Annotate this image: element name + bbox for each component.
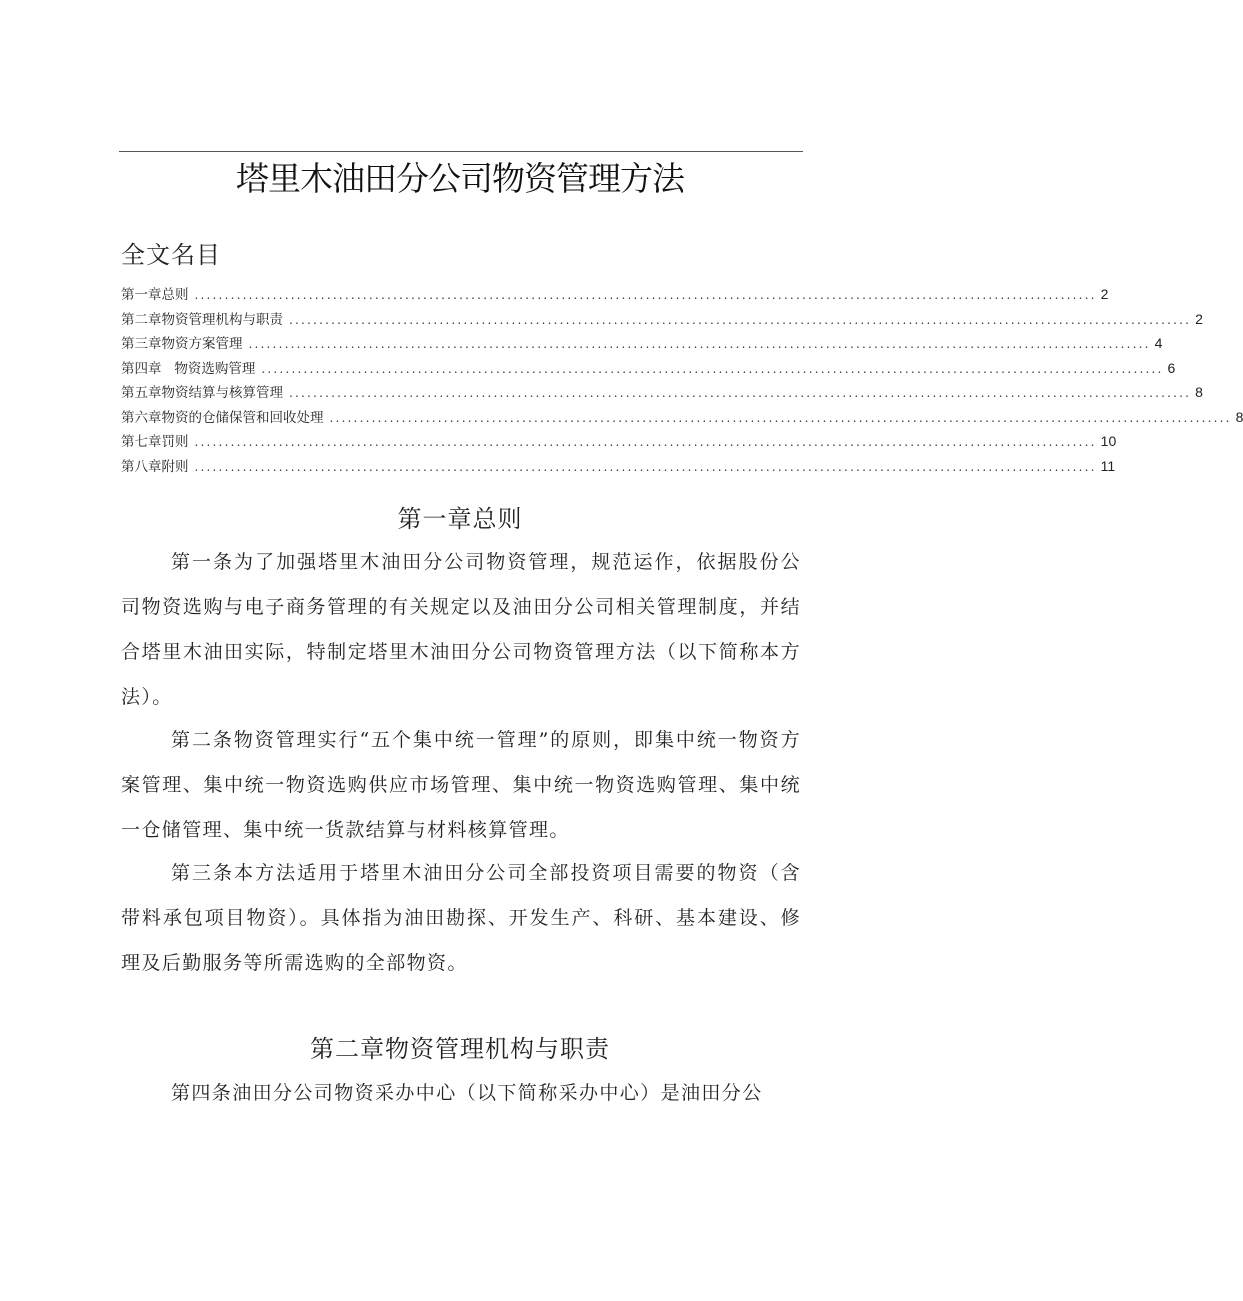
toc-leader-dots: ......................................................................................................................................................: [261, 361, 1164, 376]
document-title: 塔里木油田分公司物资管理方法: [236, 159, 684, 198]
toc-entry-page: 8: [1195, 384, 1203, 400]
toc-entry-page: 10: [1100, 433, 1117, 449]
toc-heading: 全文名目: [121, 241, 221, 269]
toc-entry-label: 第四章 物资选购管理: [121, 360, 256, 377]
toc-entry-chapter-1[interactable]: [121, 282, 1109, 307]
toc-entry-label: 第一章总则: [121, 287, 189, 303]
toc-entry-chapter-2[interactable]: [121, 307, 1203, 332]
toc-leader-dots: ......................................................................................................................................................: [194, 435, 1097, 449]
toc-entry-label: 第二章物资管理机构与职责: [121, 311, 283, 328]
article-3-paragraph: 第三条本方法适用于塔里木油田分公司全部投资项目需要的物资（含带料承包项目物资）。具体指为油田勘探、开发生产、科研、基本建设、修理及后勤服务等所需选购的全部物资。: [121, 862, 801, 974]
toc-entry-chapter-5[interactable]: [121, 380, 1203, 405]
toc-entry-page: 4: [1154, 335, 1163, 351]
toc-entry-label: 第八章附则: [121, 458, 189, 475]
chapter-2-heading: 第二章物资管理机构与职责: [310, 1035, 610, 1063]
toc-entry-label: 第七章罚则: [121, 434, 189, 450]
toc-entry-label: 第五章物资结算与核算管理: [121, 385, 283, 401]
toc-entry-page: 2: [1100, 286, 1109, 302]
toc-entry-label: 第六章物资的仓储保管和回收处理: [121, 409, 324, 426]
toc-leader-dots: ......................................................................................................................................................: [194, 459, 1097, 474]
toc-leader-dots: ......................................................................................................................................................: [289, 312, 1192, 327]
header-rule: [119, 151, 803, 152]
toc-leader-dots: ......................................................................................................................................................: [329, 410, 1232, 425]
chapter-1-heading: 第一章总则: [397, 505, 523, 533]
toc-entry-chapter-8[interactable]: [121, 454, 1116, 479]
article-2-paragraph: 第二条物资管理实行“五个集中统一管理”的原则，即集中统一物资方案管理、集中统一物资选购供应市场管理、集中统一物资选购管理、集中统一仓储管理、集中统一货款结算与材料核算管理。: [121, 729, 801, 841]
toc-entry-chapter-7[interactable]: [121, 429, 1117, 454]
toc-entry-chapter-6[interactable]: [121, 405, 1243, 430]
toc-entry-page: 2: [1195, 310, 1203, 327]
article-1-paragraph: 第一条为了加强塔里木油田分公司物资管理，规范运作，依据股份公司物资选购与电子商务管理的有关规定以及油田分公司相关管理制度，并结合塔里木油田实际，特制定塔里木油田分公司物资管理方法（以下简称本方法）。: [121, 551, 801, 708]
article-4-paragraph: 第四条油田分公司物资采办中心（以下简称采办中心）是油田分公: [171, 1082, 763, 1104]
toc-entry-page: 8: [1235, 408, 1243, 425]
toc-entry-page: 11: [1100, 457, 1116, 474]
toc-leader-dots: ......................................................................................................................................................: [289, 386, 1192, 400]
table-of-contents: [121, 282, 1243, 478]
toc-entry-chapter-4[interactable]: [121, 356, 1176, 381]
toc-leader-dots: ......................................................................................................................................................: [248, 337, 1151, 351]
toc-entry-page: 6: [1167, 359, 1176, 376]
toc-entry-label: 第三章物资方案管理: [121, 336, 243, 352]
toc-leader-dots: ......................................................................................................................................................: [194, 288, 1097, 302]
toc-entry-chapter-3[interactable]: [121, 331, 1163, 356]
